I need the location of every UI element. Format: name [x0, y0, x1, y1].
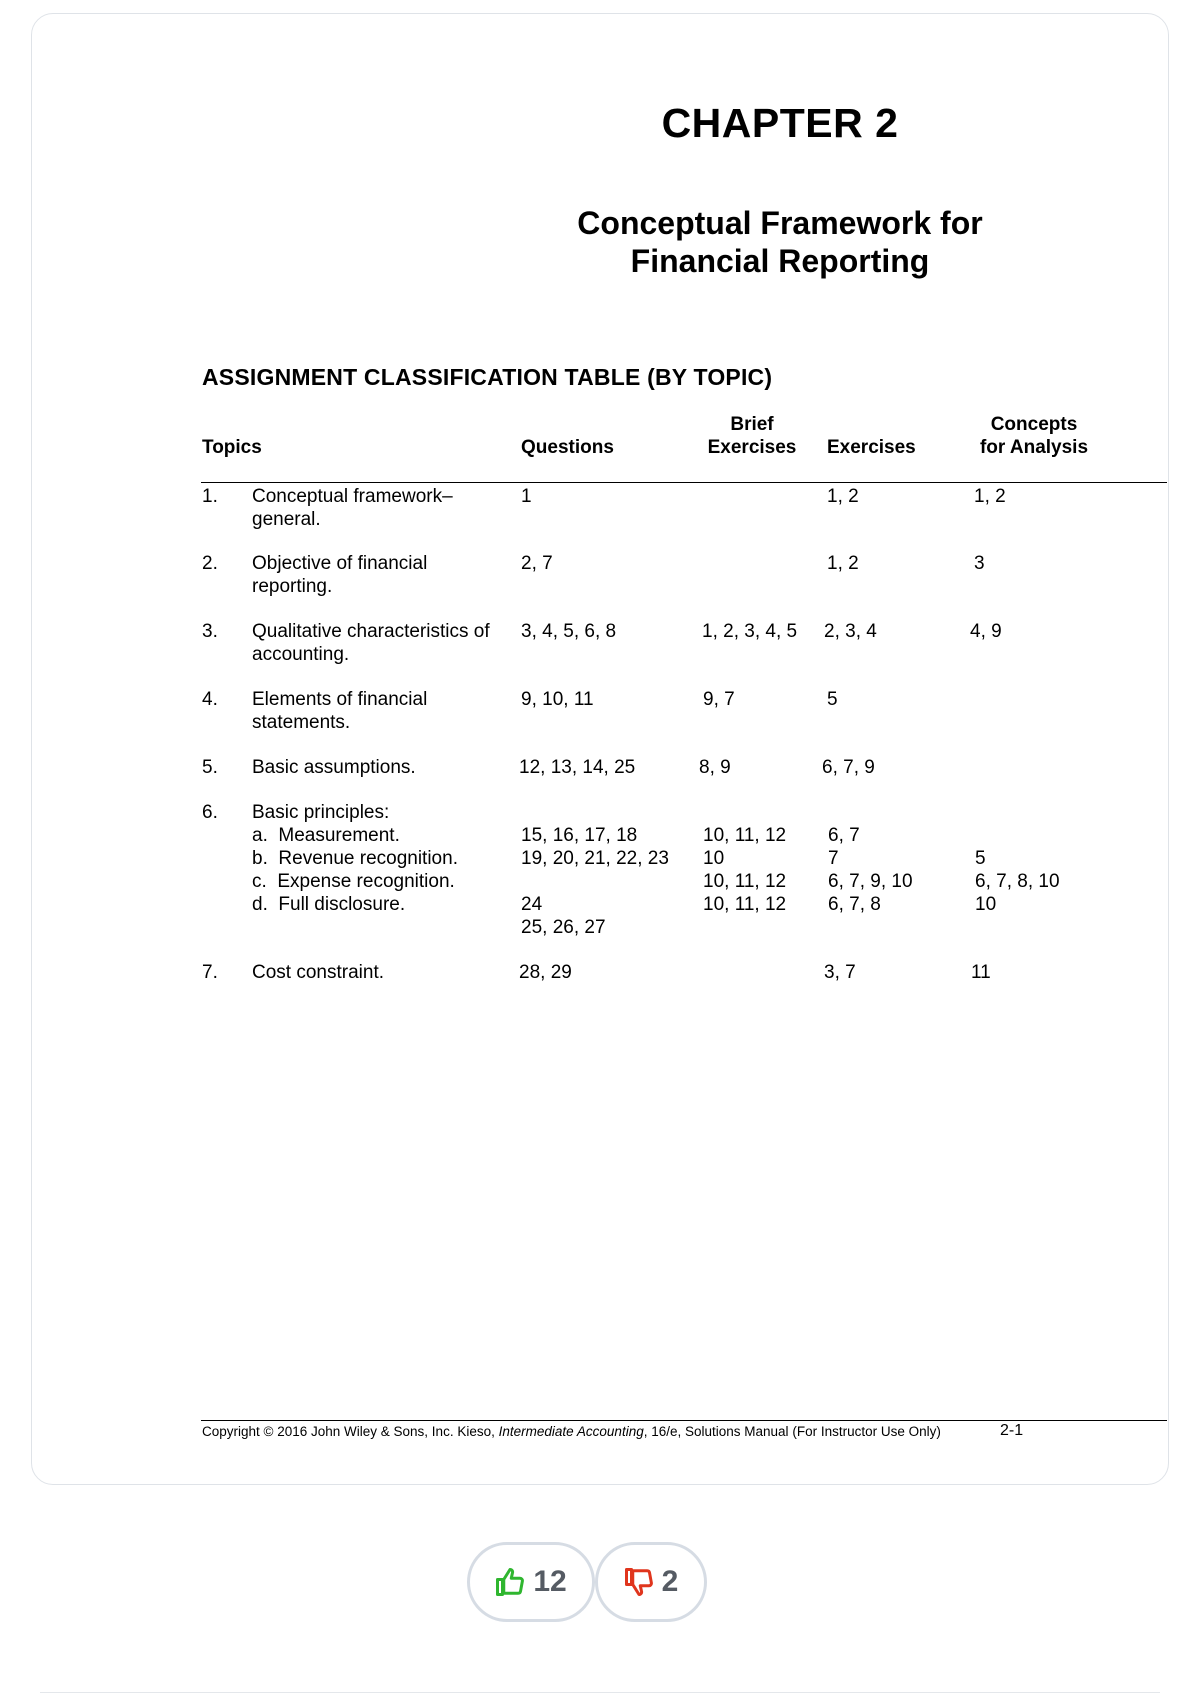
subtopic-label: a. Measurement.	[252, 825, 400, 846]
cell-questions: 28, 29	[519, 962, 572, 983]
row-number: 4.	[202, 689, 218, 710]
cell-brief-exercises: 10, 11, 12	[703, 894, 787, 915]
cell-questions: 15, 16, 17, 18	[521, 825, 638, 846]
row-number: 3.	[202, 621, 218, 642]
cell-brief-exercises: 10, 11, 12	[703, 825, 787, 846]
downvote-count: 2	[661, 1565, 679, 1598]
cell-exercises: 5	[827, 689, 838, 710]
page-number: 2-1	[1000, 1422, 1024, 1439]
row-topic: Basic assumptions.	[252, 757, 416, 778]
cell-questions: 12, 13, 14, 25	[519, 757, 636, 778]
cell-questions: 1	[521, 486, 532, 507]
footer-rule	[201, 1420, 1167, 1421]
cell-concepts: 6, 7, 8, 10	[975, 871, 1060, 892]
cell-brief-exercises: 1, 2, 3, 4, 5	[702, 621, 798, 642]
subtitle-line-1: Conceptual Framework for	[577, 205, 983, 241]
row-number: 1.	[202, 486, 218, 507]
row-topic: Objective of financial reporting.	[252, 553, 428, 597]
thumbs-up-icon	[495, 1567, 525, 1597]
subtopic-label: b. Revenue recognition.	[252, 848, 458, 869]
cell-concepts: 5	[975, 848, 986, 869]
cell-exercises: 1, 2	[827, 553, 859, 574]
row-topic: Conceptual framework– general.	[252, 486, 453, 530]
footer-copyright: Copyright © 2016 John Wiley & Sons, Inc.	[202, 1424, 454, 1439]
cell-concepts: 3	[974, 553, 985, 574]
footer-usage: (For Instructor Use Only)	[792, 1424, 941, 1439]
col-header-brief-line2: Exercises	[707, 437, 797, 458]
cell-exercises: 6, 7, 9, 10	[828, 871, 913, 892]
subtopic-label: c. Expense recognition.	[252, 871, 455, 892]
cell-brief-exercises: 10	[703, 848, 725, 869]
col-header-questions: Questions	[521, 437, 614, 458]
cell-questions-extra: 25, 26, 27	[521, 917, 606, 938]
cell-exercises: 6, 7	[828, 825, 860, 846]
row-number: 2.	[202, 553, 218, 574]
cell-exercises: 3, 7	[824, 962, 856, 983]
footer-book-title: Intermediate Accounting	[498, 1424, 644, 1439]
row-number: 5.	[202, 757, 218, 778]
row-topic: Qualitative characteristics of accounting.	[252, 621, 490, 665]
col-header-exercises: Exercises	[827, 437, 916, 458]
cell-concepts: 10	[975, 894, 997, 915]
col-header-concepts-line1: Concepts	[990, 414, 1078, 435]
row-topic: Basic principles:	[252, 802, 390, 823]
row-number: 6.	[202, 802, 218, 823]
page-footer	[202, 1424, 941, 1439]
thumbs-down-icon	[624, 1567, 654, 1597]
upvote-count: 12	[533, 1565, 567, 1598]
cell-questions: 2, 7	[521, 553, 553, 574]
footer-book-suffix: , 16/e, Solutions Manual	[643, 1424, 789, 1439]
row-topic: Elements of financial statements.	[252, 689, 428, 733]
cell-concepts: 11	[971, 962, 991, 983]
row-number: 7.	[202, 962, 218, 983]
cell-questions: 3, 4, 5, 6, 8	[521, 621, 617, 642]
col-header-concepts	[972, 413, 1096, 459]
cell-brief-exercises: 8, 9	[699, 757, 731, 778]
cell-brief-exercises: 9, 7	[703, 689, 735, 710]
cell-questions: 19, 20, 21, 22, 23	[521, 848, 669, 869]
cell-concepts: 4, 9	[970, 621, 1002, 642]
cell-concepts: 1, 2	[974, 486, 1006, 507]
cell-exercises: 6, 7, 8	[828, 894, 881, 915]
cell-brief-exercises: 10, 11, 12	[703, 871, 787, 892]
cell-exercises: 6, 7, 9	[822, 757, 875, 778]
chapter-title: CHAPTER 2	[661, 100, 899, 146]
cell-exercises: 1, 2	[827, 486, 859, 507]
chapter-subtitle	[32, 204, 1168, 280]
header-rule	[201, 482, 1167, 483]
cell-questions: 24	[521, 894, 543, 915]
cell-exercises: 2, 3, 4	[824, 621, 877, 642]
upvote-button[interactable]	[467, 1542, 595, 1622]
subtopic-label: d. Full disclosure.	[252, 894, 406, 915]
footer-book-prefix: Kieso,	[457, 1424, 499, 1439]
col-header-topics: Topics	[202, 437, 262, 458]
subtitle-line-2: Financial Reporting	[630, 243, 930, 279]
section-heading: ASSIGNMENT CLASSIFICATION TABLE (BY TOPIC)	[202, 364, 773, 390]
vote-bar	[467, 1542, 707, 1622]
downvote-button[interactable]	[595, 1542, 707, 1622]
cell-exercises: 7	[828, 848, 839, 869]
col-header-concepts-line2: for Analysis	[979, 437, 1089, 458]
row-topic: Cost constraint.	[252, 962, 384, 983]
cell-questions: 9, 10, 11	[521, 689, 594, 710]
col-header-brief-line1: Brief	[730, 414, 774, 435]
bottom-divider	[40, 1692, 1160, 1693]
document-page	[31, 13, 1169, 1485]
col-header-brief-exercises	[692, 413, 812, 459]
